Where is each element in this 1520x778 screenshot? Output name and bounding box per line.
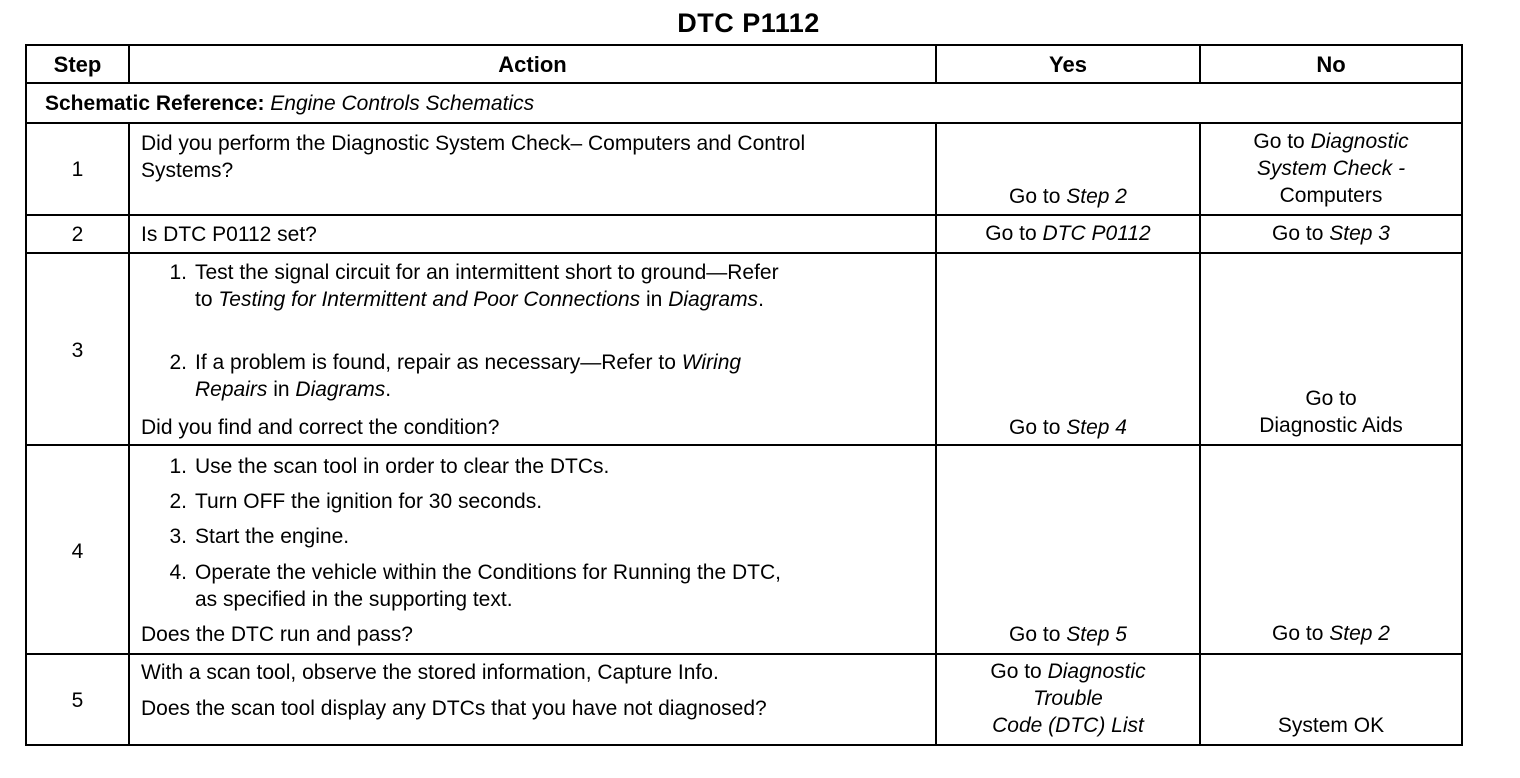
action-item — [159, 259, 929, 313]
action-item — [159, 523, 349, 550]
item-number: 3. — [169, 525, 187, 548]
item-text: . — [758, 288, 764, 311]
page-title: DTC P1112 — [677, 8, 820, 38]
item-text: If a problem is found, repair as necessary—Refer to — [195, 351, 676, 374]
header-yes: Yes — [1049, 52, 1087, 77]
reference-text: Diagnostic Aids — [1259, 414, 1403, 437]
dtc-table — [25, 44, 1463, 746]
rule — [128, 124, 130, 744]
action-item — [159, 453, 609, 480]
action-item — [159, 488, 542, 515]
schematic-reference — [45, 90, 534, 117]
go-to-text: Go to — [1009, 623, 1061, 646]
reference-link: Diagrams — [295, 378, 386, 401]
rule — [27, 122, 1461, 124]
action-text: Is DTC P0112 set? — [141, 223, 317, 246]
action-item — [159, 559, 929, 613]
action-question: Does the DTC run and pass? — [141, 623, 413, 646]
reference-link: Repairs — [195, 378, 268, 401]
step-link: Step 2 — [1066, 185, 1127, 208]
step-link: Step 3 — [1329, 222, 1390, 245]
reference-link: Testing for Intermittent and Poor Connections — [218, 288, 641, 311]
rule — [27, 444, 1461, 446]
header-no: No — [1316, 52, 1346, 77]
yes-cell — [937, 658, 1199, 739]
yes-cell — [937, 414, 1199, 441]
schematic-value: Engine Controls Schematics — [270, 92, 535, 115]
go-to-text: Go to — [985, 222, 1037, 245]
go-to-text: Go to — [1272, 622, 1324, 645]
reference-link: Diagnostic — [1310, 130, 1409, 153]
action-text — [141, 130, 936, 184]
action-item — [159, 349, 929, 403]
reference-text: Computers — [1279, 184, 1383, 207]
no-cell — [1201, 620, 1461, 647]
header-action: Action — [498, 52, 567, 77]
reference-link: Code (DTC) List — [992, 714, 1144, 737]
reference-link: Wiring — [681, 351, 742, 374]
action-text: With a scan tool, observe the stored information, Capture Info. — [141, 661, 719, 684]
action-question: Did you find and correct the condition? — [141, 416, 500, 439]
item-text: . — [385, 378, 392, 401]
yes-cell — [937, 220, 1199, 247]
step-link: Step 2 — [1329, 622, 1390, 645]
step-link: Step 4 — [1066, 416, 1127, 439]
reference-link: System Check - — [1256, 157, 1406, 180]
step-number: 2 — [71, 223, 84, 246]
no-cell — [1201, 128, 1461, 209]
schematic-label: Schematic Reference: — [45, 92, 265, 115]
step-number: 1 — [71, 158, 84, 181]
item-number: 2. — [169, 351, 187, 374]
go-to-text: Go to — [1253, 130, 1305, 153]
item-text: in — [646, 288, 663, 311]
reference-link: Diagnostic — [1047, 660, 1146, 683]
go-to-text: Go to — [990, 660, 1042, 683]
action-question: Does the scan tool display any DTCs that you have not diagnosed? — [141, 697, 767, 720]
reference-link: Trouble — [1033, 687, 1103, 710]
rule — [27, 252, 1461, 254]
reference-link: DTC P0112 — [1042, 222, 1151, 245]
step-number: 3 — [71, 339, 84, 362]
item-text: in — [273, 378, 290, 401]
no-cell — [1201, 385, 1461, 439]
no-cell: System OK — [1277, 714, 1385, 737]
step-number: 4 — [71, 540, 84, 563]
go-to-text: Go to — [1305, 387, 1357, 410]
no-cell — [1201, 220, 1461, 247]
yes-cell — [937, 183, 1199, 210]
action-line: Systems? — [141, 159, 234, 182]
header-step: Step — [53, 52, 102, 77]
action-line: Did you perform the Diagnostic System Check– Computers and Control — [141, 132, 806, 155]
reference-link: Diagrams — [668, 288, 759, 311]
item-text: Use the scan tool in order to clear the DTCs. — [195, 455, 610, 478]
item-number: 1. — [169, 261, 187, 284]
step-number: 5 — [71, 689, 84, 712]
go-to-text: Go to — [1272, 222, 1324, 245]
go-to-text: Go to — [1009, 185, 1061, 208]
item-number: 2. — [169, 490, 187, 513]
item-text: Test the signal circuit for an intermittent short to ground—Refer — [195, 261, 779, 284]
item-number: 4. — [169, 561, 187, 584]
item-text: to — [195, 288, 213, 311]
item-text: Operate the vehicle within the Conditions for Running the DTC, — [195, 561, 781, 584]
rule — [27, 214, 1461, 216]
item-text: Start the engine. — [195, 525, 350, 548]
go-to-text: Go to — [1009, 416, 1061, 439]
rule — [27, 653, 1461, 655]
item-text: Turn OFF the ignition for 30 seconds. — [195, 490, 543, 513]
rule — [27, 82, 1461, 84]
item-text: as specified in the supporting text. — [195, 588, 513, 611]
item-number: 1. — [169, 455, 187, 478]
yes-cell — [937, 621, 1199, 648]
step-link: Step 5 — [1066, 623, 1127, 646]
